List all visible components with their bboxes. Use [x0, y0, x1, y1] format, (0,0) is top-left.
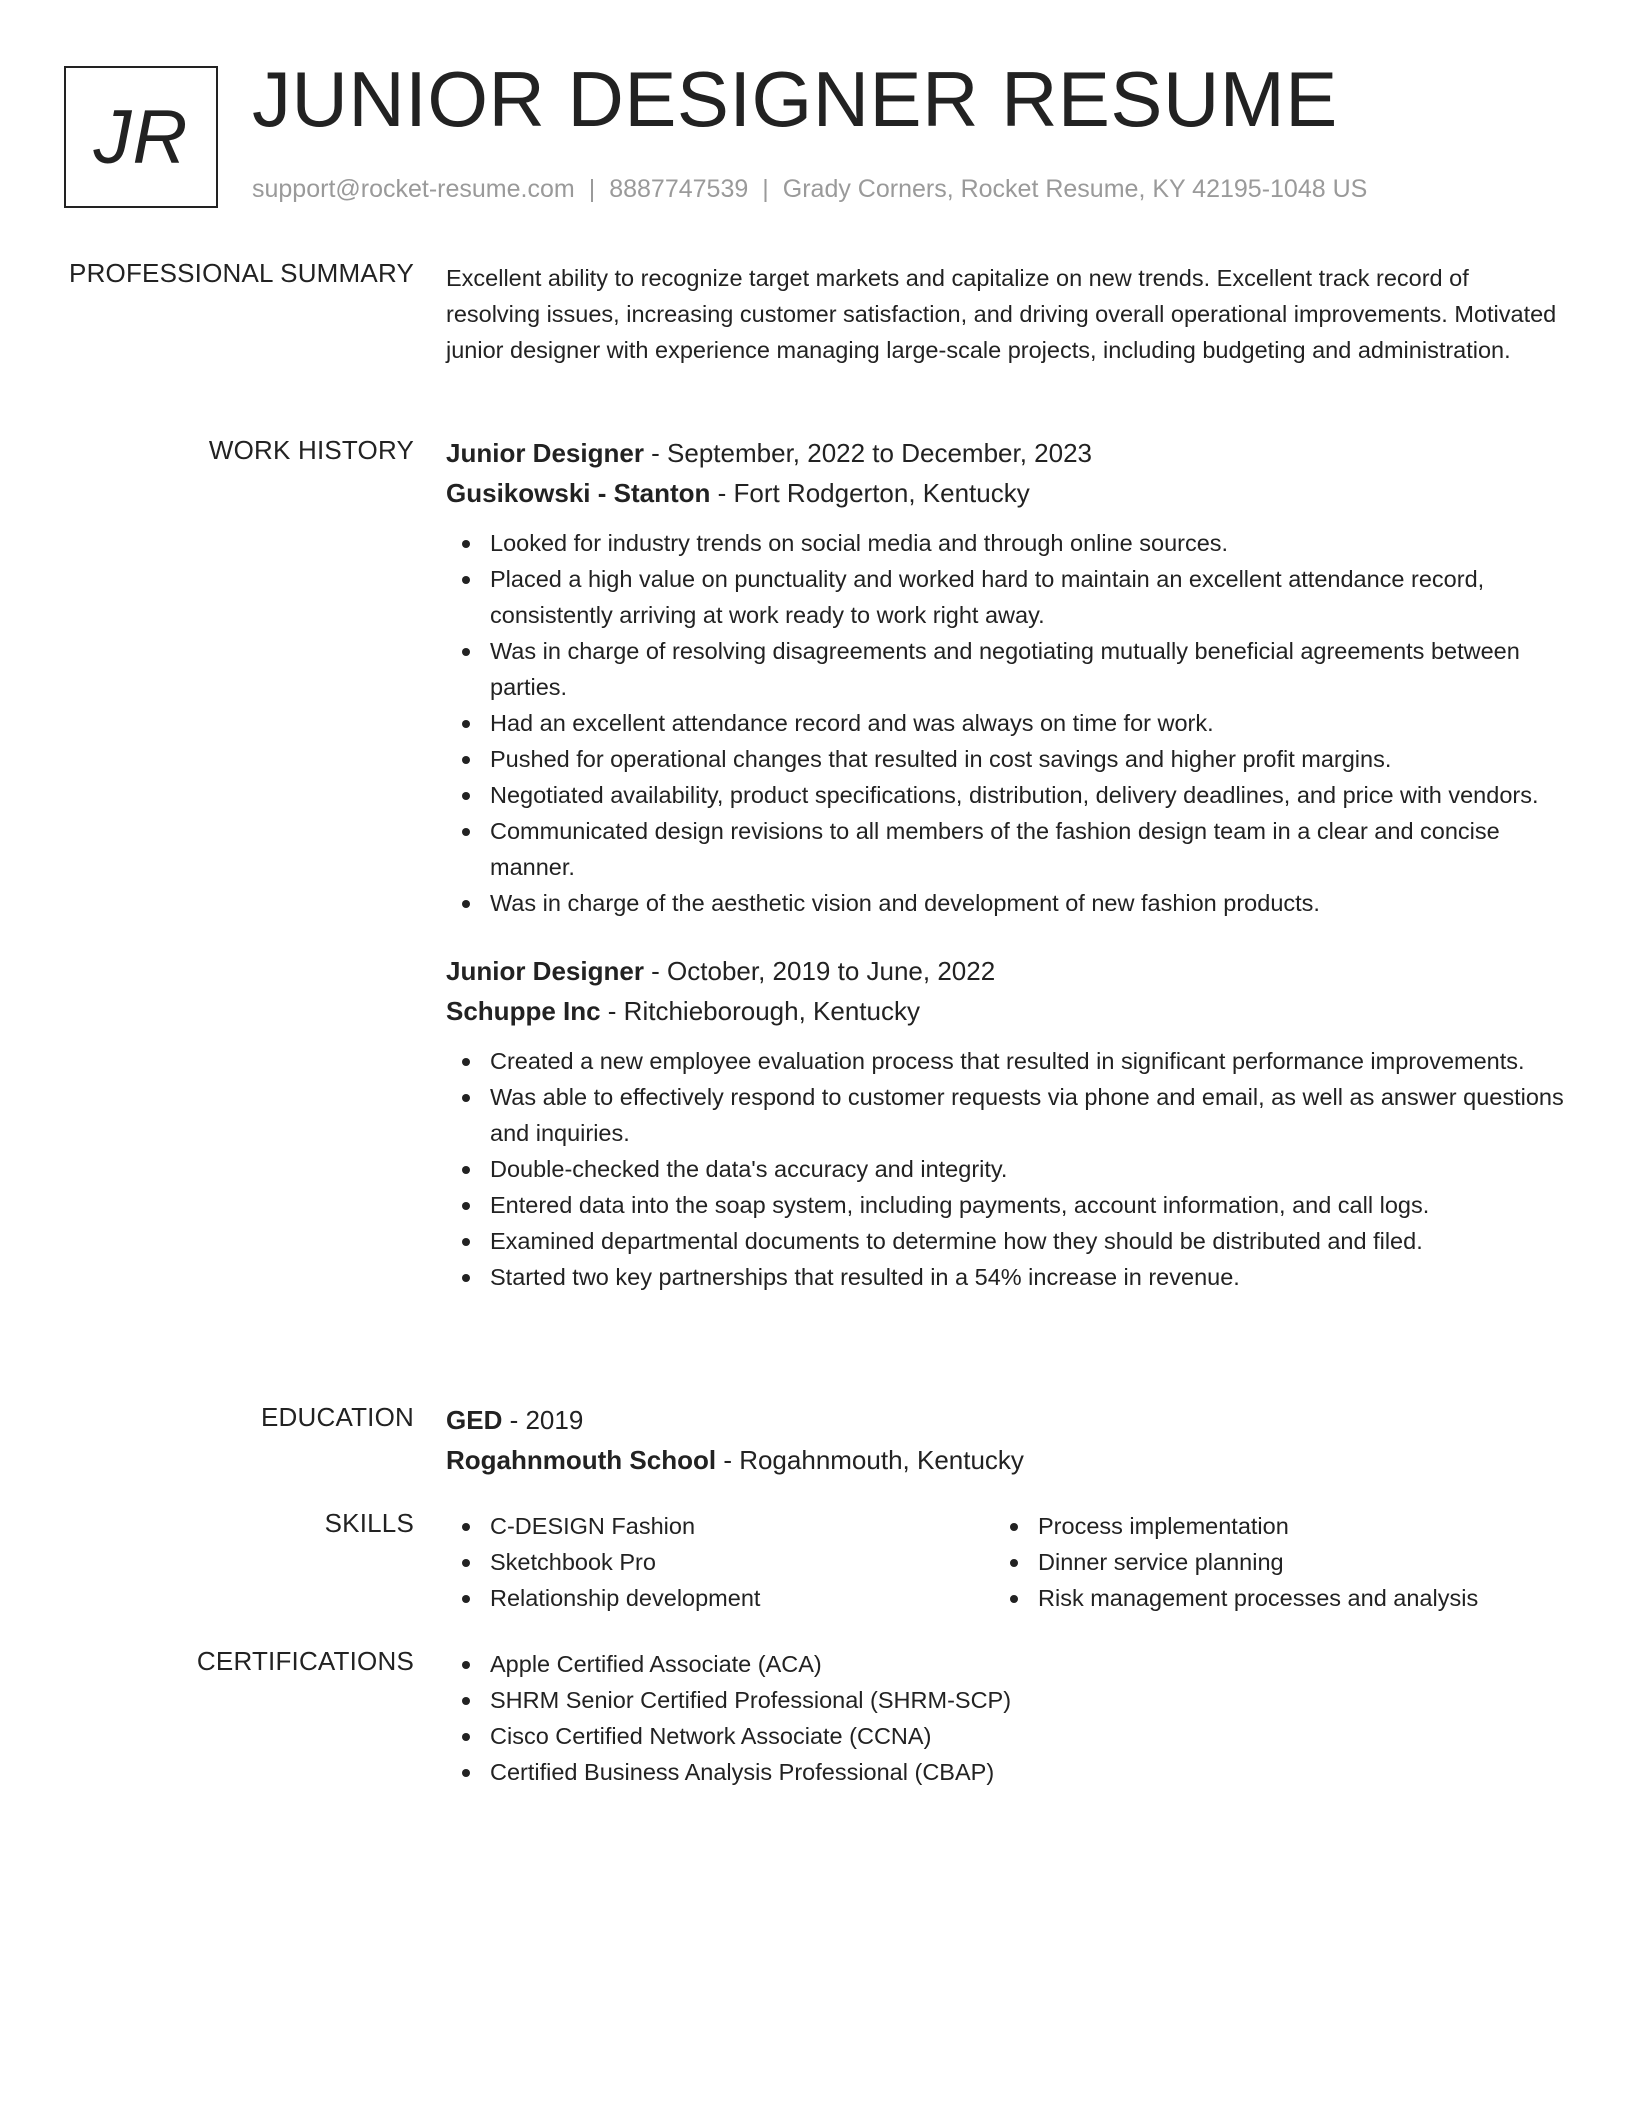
contact-phone[interactable]: 8887747539 [609, 175, 749, 203]
list-item: Started two key partnerships that resulted in a 54% increase in revenue. [446, 1259, 1566, 1295]
work-content [446, 433, 1566, 1295]
section-label-work: WORK HISTORY [208, 435, 414, 465]
list-item: Entered data into the soap system, including payments, account information, and call logs. [446, 1187, 1566, 1223]
skills-grid [446, 1508, 1566, 1616]
list-item: Was in charge of resolving disagreements and negotiating mutually beneficial agreements between parties. [446, 633, 1566, 705]
list-item: Certified Business Analysis Professional (CBAP) [446, 1754, 1566, 1790]
job-company-line [446, 991, 1566, 1031]
job-title: Junior Designer [446, 956, 644, 986]
list-item: Communicated design revisions to all members of the fashion design team in a clear and concise manner. [446, 813, 1566, 885]
job-dates: - September, 2022 to December, 2023 [643, 438, 1092, 468]
section-label-education: EDUCATION [261, 1402, 414, 1432]
monogram-badge [64, 66, 218, 208]
education-school: Rogahnmouth School [446, 1445, 717, 1475]
section-label-skills: SKILLS [324, 1508, 414, 1538]
list-item: C-DESIGN Fashion [446, 1508, 994, 1544]
list-item: Apple Certified Associate (ACA) [446, 1646, 1566, 1682]
list-item: Was in charge of the aesthetic vision and development of new fashion products. [446, 885, 1566, 921]
skills-list-left [446, 1508, 994, 1616]
list-item: Process implementation [994, 1508, 1542, 1544]
list-item: Cisco Certified Network Associate (CCNA) [446, 1718, 1566, 1754]
monogram-initials: JR [93, 94, 189, 180]
certifications-list [446, 1646, 1566, 1790]
list-item: Looked for industry trends on social media and through online sources. [446, 525, 1566, 561]
list-item: Examined departmental documents to determine how they should be distributed and filed. [446, 1223, 1566, 1259]
job-entry [446, 433, 1566, 921]
job-company: Schuppe Inc [446, 996, 601, 1026]
list-item: Had an excellent attendance record and was always on time for work. [446, 705, 1566, 741]
job-location: - Ritchieborough, Kentucky [600, 996, 920, 1026]
list-item: Sketchbook Pro [446, 1544, 994, 1580]
job-title: Junior Designer [446, 438, 644, 468]
summary-text: Excellent ability to recognize target markets and capitalize on new trends. Excellent track record of resolving issues, increasing customer satisfaction, and driving overall operational improvements. Motivated junior designer with experience managing large-scale projects, including budgeting and administration. [446, 265, 1557, 363]
contact-separator: | [762, 175, 769, 203]
list-item: Pushed for operational changes that resulted in cost savings and higher profit margins. [446, 741, 1566, 777]
contact-email[interactable]: support@rocket-resume.com [252, 175, 575, 203]
section-label-summary: PROFESSIONAL SUMMARY [69, 258, 414, 288]
list-item: Risk management processes and analysis [994, 1580, 1542, 1616]
list-item: Double-checked the data's accuracy and integrity. [446, 1151, 1566, 1187]
contact-line [252, 175, 1367, 204]
list-item: Created a new employee evaluation process that resulted in significant performance improvements. [446, 1043, 1566, 1079]
education-degree: GED [446, 1405, 503, 1435]
list-item: Relationship development [446, 1580, 994, 1616]
contact-separator: | [588, 175, 596, 203]
list-item: SHRM Senior Certified Professional (SHRM-SCP) [446, 1682, 1566, 1718]
list-item: Dinner service planning [994, 1544, 1542, 1580]
education-degree-line [446, 1400, 1566, 1440]
skills-list-right [994, 1508, 1542, 1616]
certifications-content [446, 1646, 1566, 1790]
education-year: - 2019 [502, 1405, 584, 1435]
list-item: Negotiated availability, product specifications, distribution, delivery deadlines, and price with vendors. [446, 777, 1566, 813]
job-entry [446, 951, 1566, 1295]
education-location: - Rogahnmouth, Kentucky [716, 1445, 1024, 1475]
job-company: Gusikowski - Stanton [446, 478, 711, 508]
contact-address: Grady Corners, Rocket Resume, KY 42195-1048 US [782, 175, 1368, 203]
job-company-line [446, 473, 1566, 513]
education-content [446, 1400, 1566, 1480]
job-bullets [446, 525, 1566, 921]
resume-title: JUNIOR DESIGNER RESUME [252, 55, 1338, 143]
job-dates: - October, 2019 to June, 2022 [643, 956, 996, 986]
job-bullets [446, 1043, 1566, 1295]
section-label-certifications: CERTIFICATIONS [196, 1646, 414, 1676]
job-title-line [446, 951, 1566, 991]
job-location: - Fort Rodgerton, Kentucky [710, 478, 1030, 508]
list-item: Placed a high value on punctuality and worked hard to maintain an excellent attendance record, consistently arriving at work ready to work right away. [446, 561, 1566, 633]
list-item: Was able to effectively respond to customer requests via phone and email, as well as answer questions and inquiries. [446, 1079, 1566, 1151]
education-school-line [446, 1440, 1566, 1480]
job-title-line [446, 433, 1566, 473]
